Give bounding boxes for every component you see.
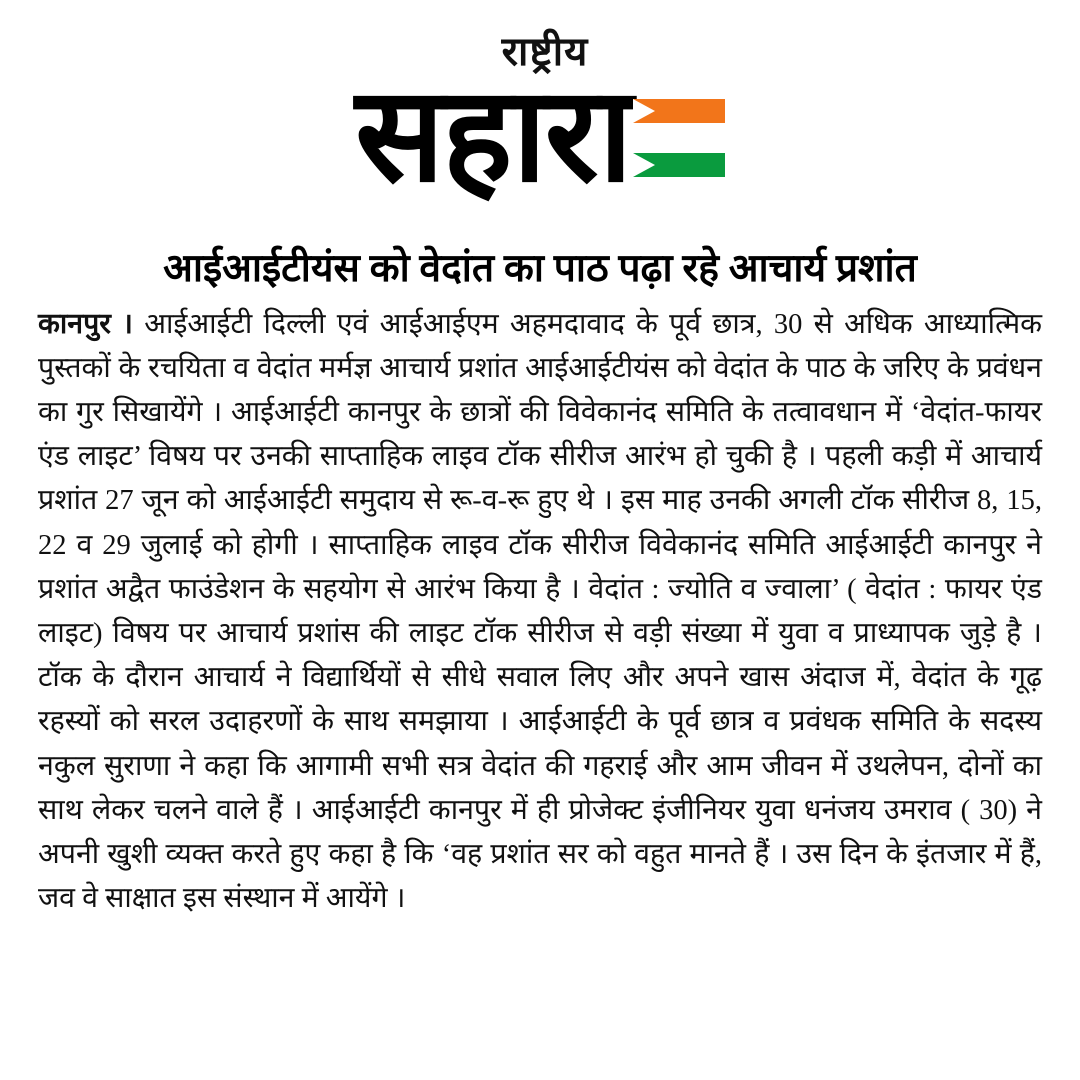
article-body — [34, 303, 1046, 921]
masthead — [34, 20, 1046, 220]
indian-flag-icon — [633, 99, 725, 177]
masthead-main-row — [355, 61, 725, 208]
article-text: आईआईटी दिल्ली एवं आईआईएम अहमदावाद के पूर्व छात्र, 30 से अधिक आध्यात्मिक पुस्तकों के रचयिता व वेदांत मर्मज्ञ आचार्य प्रशांत आईआईटीयंस को वेदांत के पाठ के जरिए के प्रवंधन का गुर सिखायेंगे । आईआईटी कानपुर के छात्रों की विवेकानंद समिति के तत्वावधान में ‘वेदांत-फायर एंड लाइट’ विषय पर उनकी साप्ताहिक लाइव टॉक सीरीज आरंभ हो चुकी है । पहली कड़ी में आचार्य प्रशांत 27 जून को आईआईटी समुदाय से रू-व-रू हुए थे । इस माह उनकी अगली टॉक सीरीज 8, 15, 22 व 29 जुलाई को होगी । साप्ताहिक लाइव टॉक सीरीज विवेकानंद समिति आईआईटी कानपुर ने प्रशांत अद्वैत फाउंडेशन के सहयोग से आरंभ किया है । वेदांत : ज्योति व ज्वाला’ ( वेदांत : फायर एंड लाइट) विषय पर आचार्य प्रशांस की लाइट टॉक सीरीज से वड़ी संख्या में युवा व प्राध्यापक जुड़े है । टॉक के दौरान आचार्य ने विद्यार्थियों से सीधे सवाल लिए और अपने खास अंदाज में, वेदांत के गूढ़ रहस्यों को सरल उदाहरणों के साथ समझाया । आईआईटी के पूर्व छात्र व प्रवंधक समिति के सदस्य नकुल सुराणा ने कहा कि आगामी सभी सत्र वेदांत की गहराई और आम जीवन में उथलेपन, दोनों का साथ लेकर चलने वाले हैं । आईआईटी कानपुर में ही प्रोजेक्ट इंजीनियर युवा धनंजय उमराव ( 30) ने अपनी खुशी व्यक्त करते हुए कहा है कि ‘वह प्रशांत सर को वहुत मानते हैं । उस दिन के इंतजार में हैं, जव वे साक्षात इस संस्थान में आयेंगे । — [38, 308, 1043, 915]
dateline: कानपुर । — [38, 308, 133, 340]
masthead-top-word: राष्ट्रीय — [501, 30, 589, 74]
page-title: आईआईटीयंस को वेदांत का पाठ पढ़ा रहे आचार्य प्रशांत — [163, 247, 917, 290]
masthead-main-word: सहारा — [355, 61, 631, 208]
